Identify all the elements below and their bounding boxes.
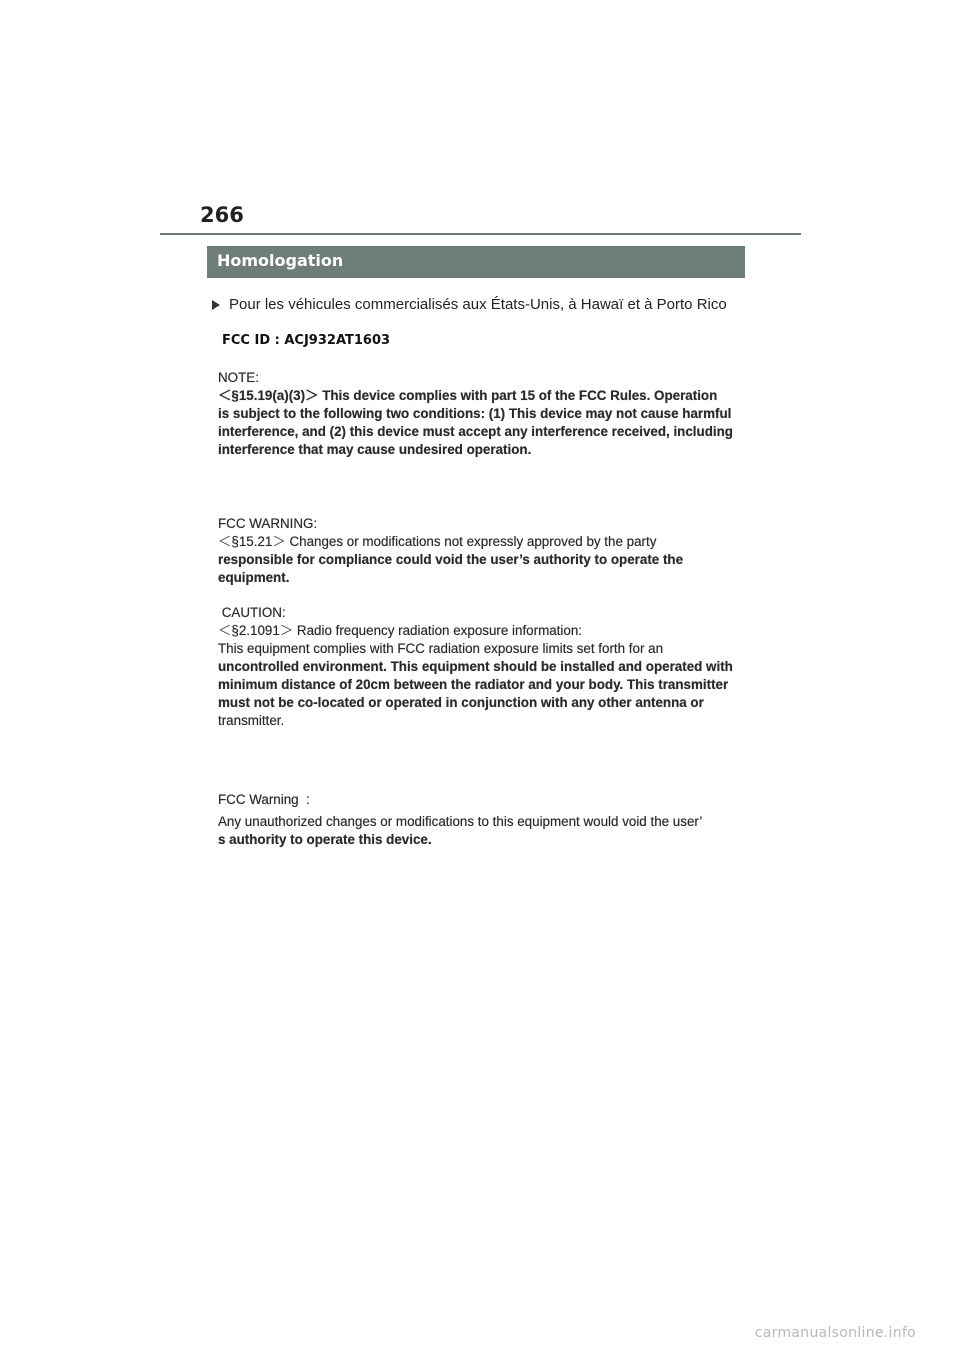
caution-line: must not be co-located or operated in conjunction with any other antenna or (218, 695, 704, 710)
caution-line: uncontrolled environment. This equipment should be installed and operated with (218, 659, 733, 674)
section-title: Homologation (217, 251, 344, 270)
note-block (218, 369, 733, 459)
fcc-id: FCC ID : ACJ932AT1603 (222, 333, 391, 348)
fcc-warning2-line: Any unauthorized changes or modifications to this equipment would void the user’ (218, 814, 703, 829)
bullet-triangle-icon (212, 300, 220, 310)
note-line: interference that may cause undesired operation. (218, 442, 532, 457)
note-line: ＜§15.19(a)(3)＞ This device complies with part 15 of the FCC Rules. Operation (218, 388, 718, 403)
note-line: is subject to the following two conditions: (1) This device may not cause harmful (218, 406, 732, 421)
fcc-warning2-line: s authority to operate this device. (218, 832, 432, 847)
fcc-warning-line: ＜§15.21＞ Changes or modifications not expressly approved by the party (218, 534, 657, 549)
caution-heading: CAUTION: (218, 605, 286, 620)
watermark: carmanualsonline.info (754, 1325, 916, 1341)
region-bullet (212, 296, 727, 313)
caution-line: ＜§2.1091＞ Radio frequency radiation exposure information: (218, 623, 582, 638)
note-heading: NOTE: (218, 370, 259, 385)
region-bullet-text: Pour les véhicules commercialisés aux États-Unis, à Hawaï et à Porto Rico (229, 296, 727, 313)
fcc-warning2-block (218, 791, 702, 849)
section-header (207, 246, 745, 278)
fcc-warning-line: equipment. (218, 570, 290, 585)
fcc-warning-line: responsible for compliance could void the user’s authority to operate the (218, 552, 684, 567)
caution-line: minimum distance of 20cm between the radiator and your body. This transmitter (218, 677, 729, 692)
caution-line: This equipment complies with FCC radiation exposure limits set forth for an (218, 641, 664, 656)
fcc-warning-heading: FCC WARNING: (218, 516, 318, 531)
header-rule (160, 233, 801, 235)
fcc-warning2-heading: FCC Warning : (218, 792, 310, 807)
caution-block (218, 604, 733, 730)
page-number: 266 (200, 203, 244, 227)
caution-line: transmitter. (218, 713, 285, 728)
fcc-warning-block (218, 515, 683, 587)
note-line: interference, and (2) this device must accept any interference received, including (218, 424, 733, 439)
